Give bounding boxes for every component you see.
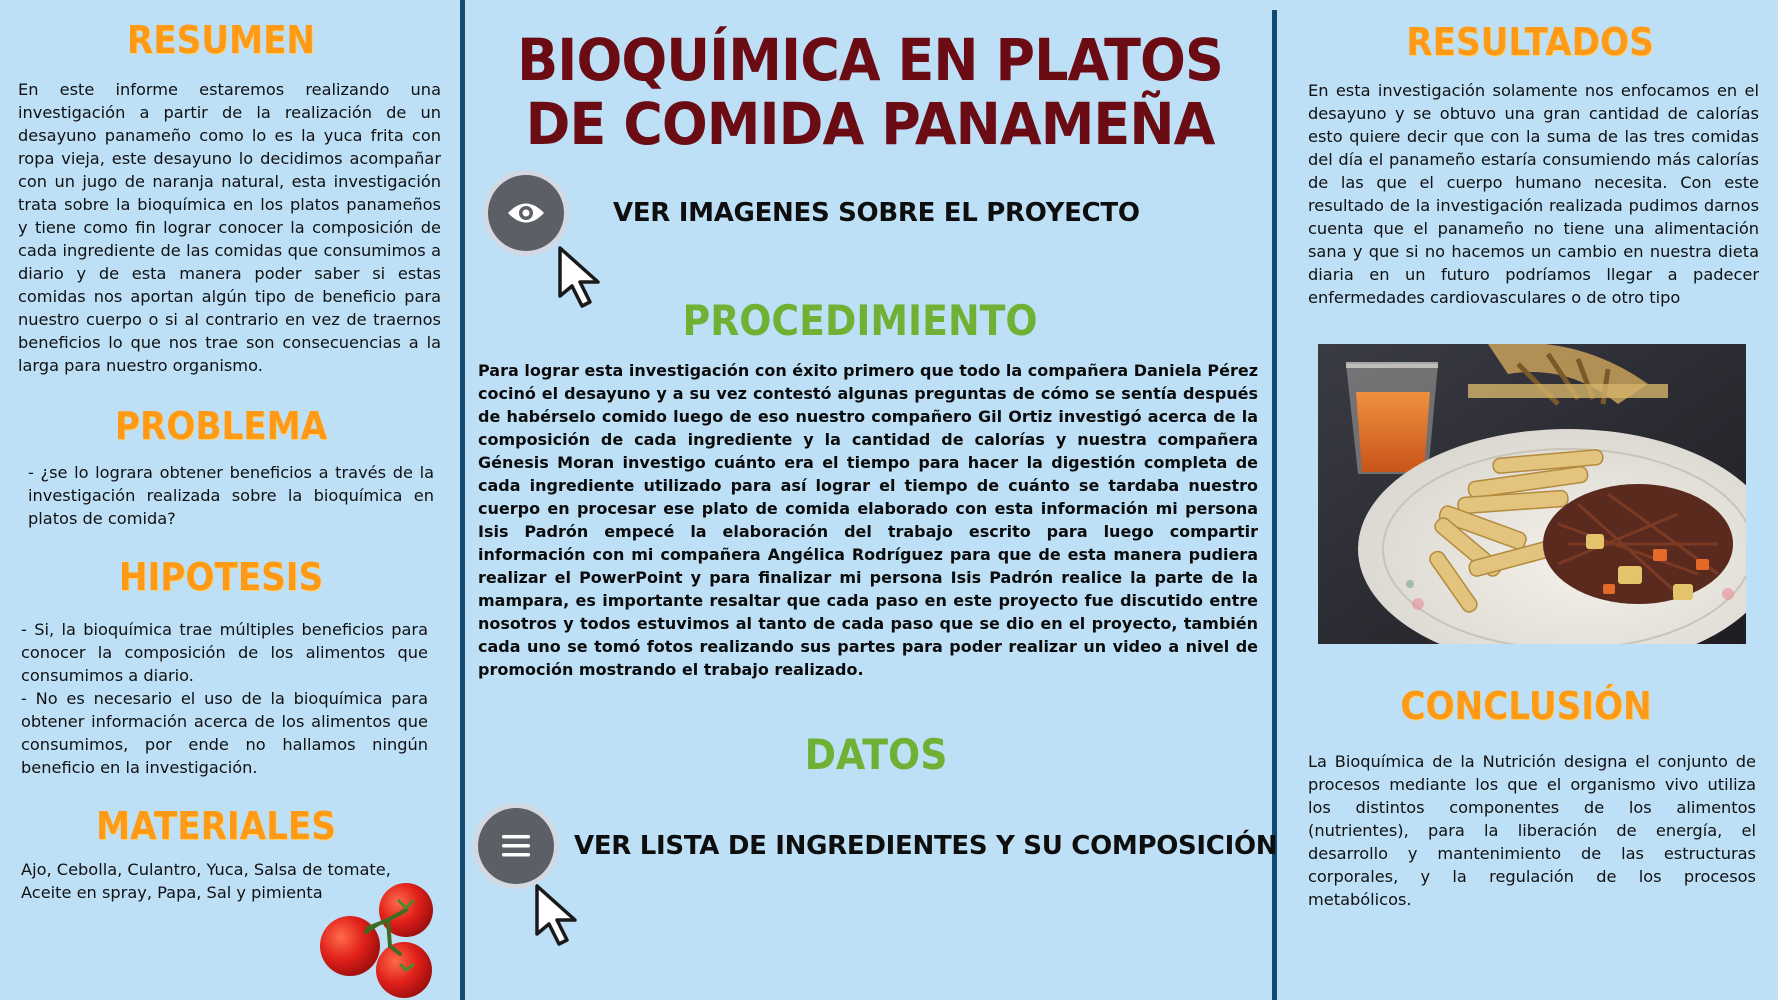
problema-text: - ¿se lo lograra obtener beneficios a través de la investigación realizada sobre la bioquímica en platos de comida? [28,463,434,528]
eye-icon [506,200,546,226]
ingredients-list-label[interactable]: VER LISTA DE INGREDIENTES Y SU COMPOSICIÓN [574,831,1278,861]
problema-heading: PROBLEMA [114,404,328,448]
conclusion-heading: CONCLUSIÓN [1400,684,1652,728]
hipotesis-text-1: - Si, la bioquímica trae múltiples beneficios para conocer la composición de los alimentos que consumimos a diario. [21,620,428,685]
procedimiento-text: Para lograr esta investigación con éxito primero que todo la compañera Daniela Pérez cocinó el desayuno y a su vez contestó algunas preguntas de cómo se sentía después de habérselo comido luego de eso nuestro compañero Gil Ortiz investigó acerca de la composición de cada ingrediente y la cantidad de calorías y nuestra compañera Génesis Moran investigo cuánto era el tiempo para hacer la digestión completa de cada ingrediente utilizado para así lograr el tiempo de cuánto se tardaba nuestro cuerpo en procesar ese plato de comida elaborado con esta información mi persona Isis Padrón empecé la elaboración del trabajo escrito para luego compartir información con mi compañera Angélica Rodríguez para que de esta manera pudiera realizar el PowerPoint y para finalizar mi persona Isis Padrón realice la parte de la mampara, es importante resaltar que cada paso en este proyecto fue discutido entre nosotros y todos estuvimos al tanto de cada paso que se dio en el proyecto, también cada uno se tomó fotos realizando sus partes para poder realizar un video a nivel de promoción mostrando el trabajo realizado. [478,361,1258,679]
ingredients-list-button[interactable] [478,808,554,884]
left-divider [460,0,465,1000]
view-images-label[interactable]: VER IMAGENES SOBRE EL PROYECTO [613,198,1140,228]
main-title [475,28,1265,156]
datos-heading: DATOS [804,730,948,779]
pointer-cursor-icon-2 [533,882,581,948]
procedimiento-heading: PROCEDIMIENTO [682,296,1038,345]
view-images-button[interactable] [488,175,564,251]
materiales-line-1: Ajo, Cebolla, Culantro, Yuca, Salsa de tomate, [21,860,391,879]
materiales-line-2: Aceite en spray, Papa, Sal y pimienta [21,883,323,902]
conclusion-text: La Bioquímica de la Nutrición designa el conjunto de procesos mediante los que el organismo vivo utiliza los distintos componentes de los alimentos (nutrientes), para la liberación de energía, el desarrollo y mantenimiento de las estructuras corporales, y la regulación de los procesos metabólicos. [1308,752,1756,909]
main-title-line-2: DE COMIDA PANAMEÑA [525,90,1215,158]
menu-icon [500,832,532,860]
resumen-heading: RESUMEN [126,18,316,62]
materiales-heading: MATERIALES [96,804,336,848]
breakfast-photo [1318,344,1746,644]
resultados-heading: RESULTADOS [1406,20,1654,64]
main-title-line-1: BIOQUÍMICA EN PLATOS [517,26,1223,94]
resultados-text: En esta investigación solamente nos enfocamos en el desayuno y se obtuvo una gran cantidad de calorías esto quiere decir que con la suma de las tres comidas del día el panameño estaría consumiendo más calorías de las que el cuerpo humano necesita. Con este resultado de la investigación realizada pudimos darnos cuenta que el panameño no tiene una alimentación sana y que si no hacemos un cambio en nuestra dieta diaria en un futuro podríamos llegar a padecer enfermedades cardiovasculares o de otro tipo [1308,81,1759,307]
tomatoes-image [318,880,438,1000]
hipotesis-text-2: - No es necesario el uso de la bioquímica para obtener información acerca de los alimentos que consumimos, por ende no hallamos ningún beneficio en la investigación. [21,689,428,777]
resumen-text: En este informe estaremos realizando una investigación a partir de la realización de un desayuno panameño como lo es la yuca frita con ropa vieja, este desayuno lo decidimos acompañar con un jugo de naranja natural, esta investigación trata sobre la bioquímica en los platos panameños y tiene como fin lograr conocer la composición de cada ingrediente de las comidas que consumimos a diario y de esta manera poder saber si estas comidas nos aportan algún tipo de beneficio para nuestro cuerpo o si al contrario en vez de traernos beneficios lo que nos trae son consecuencias a la larga para nuestro organismo. [18,80,441,375]
pointer-cursor-icon [556,244,604,310]
hipotesis-heading: HIPOTESIS [118,555,324,599]
